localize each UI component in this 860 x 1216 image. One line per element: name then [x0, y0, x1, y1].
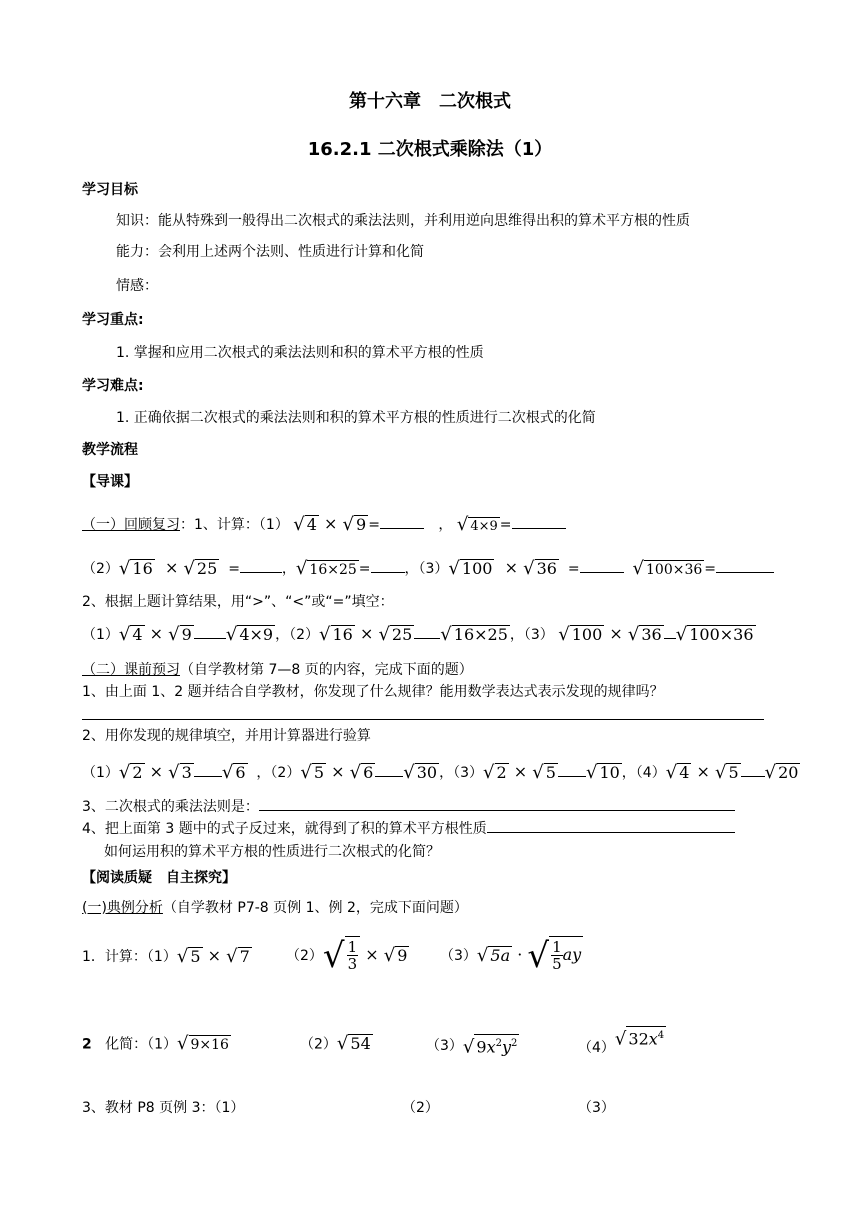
sqrt-16: √ 16	[319, 623, 353, 645]
preview-label: （二）课前预习	[82, 662, 180, 678]
review-text: ：1、计算：（1）	[180, 517, 289, 533]
review-label: （一）回顾复习	[82, 517, 180, 533]
fill-line: （1）√ 2 × √ 3 √ 6 ，（2）√ 5 × √ 6 √ 30 ，（3）√ 2 × √ 5 √ 10 ，（4）√ 4 × √ 5 √ 20	[82, 761, 799, 783]
simplify-question: 2 化简：（1）√ 9×16	[82, 1033, 229, 1054]
sqrt-4: √ 4	[665, 761, 690, 783]
key-points-heading: 学习重点:	[82, 312, 144, 328]
preview-q3: 3、二次根式的乘法法则是：	[82, 796, 735, 817]
compare-blank[interactable]	[414, 624, 440, 639]
review-line-2: （2）√ 16 × √ 25 = ，√ 16×25 = ，（3）√ 100 × √ 36 = √ 100×36 =	[82, 558, 774, 580]
answer-line[interactable]	[82, 719, 764, 720]
sqrt-2: √ 2	[483, 761, 507, 783]
difficulties-heading: 学习难点:	[82, 378, 144, 394]
sqrt-5a: √ 5a	[476, 944, 511, 966]
preview-text: （自学教材第 7—8 页的内容，完成下面的题）	[180, 662, 473, 678]
sqrt-4: √ 4	[293, 513, 317, 535]
simplify-3: （3）√ $9x^2y^2$	[426, 1034, 519, 1058]
sqrt-9: √ 9	[168, 623, 192, 645]
answer-blank[interactable]	[580, 558, 624, 573]
answer-blank[interactable]	[716, 558, 774, 573]
textbook-example-2: （2）	[402, 1100, 439, 1116]
sqrt-5: √ 5	[176, 945, 201, 967]
sqrt-9x2y2: √ $9x^2y^2$	[463, 1034, 520, 1058]
compare-blank[interactable]	[194, 624, 226, 639]
objective-emotion: 情感：	[116, 278, 158, 294]
fill-blank[interactable]	[194, 762, 222, 777]
sqrt-20: √ 20	[764, 761, 799, 783]
preview-q4: 4、把上面第 3 题中的式子反过来，就得到了积的算术平方根性质	[82, 818, 735, 839]
sqrt-100x36: √ 100×36	[632, 557, 703, 579]
compare-blank[interactable]	[664, 624, 676, 639]
preview-q1: 1、由上面 1、2 题并结合自学教材，你发现了什么规律？能用数学表达式表示发现的规律吗？	[82, 684, 664, 700]
sqrt-10: √ 10	[585, 761, 620, 783]
chapter-title: 第十六章 二次根式	[349, 91, 511, 112]
compare-line: （1）√ 4 × √ 9 √ 4×9 ，（2）√ 16 × √ 25 √ 16×25 ，（3） √ 100 × √ 36 √ 100×36	[82, 623, 754, 645]
answer-blank[interactable]	[240, 558, 282, 573]
simplify-4: （4）√ $32x^4$	[578, 1026, 666, 1050]
sqrt-9: √ 9	[342, 513, 367, 535]
example-text: （自学教材 P7-8 页例 1、例 2，完成下面问题）	[162, 900, 468, 916]
sqrt-100: √ 100	[448, 557, 493, 579]
review-line-1: （一）回顾复习：1、计算：（1） √ 4 × √ 9 = ， √ 4×9 =	[82, 514, 566, 536]
sqrt-36: √ 36	[627, 623, 662, 645]
sqrt-6: √ 6	[221, 761, 246, 783]
sqrt-4x9: √ 4×9	[456, 513, 498, 535]
fill-blank[interactable]	[558, 762, 586, 777]
sqrt-7: √ 7	[226, 945, 250, 967]
sqrt-one-third: √ $\frac{1}{3}$	[323, 931, 360, 981]
preview-q5: 如何运用积的算术平方根的性质进行二次根式的化简？	[104, 844, 440, 860]
sqrt-54: √ 54	[336, 1033, 371, 1054]
sqrt-2: √ 2	[118, 761, 143, 783]
objectives-heading: 学习目标	[82, 182, 138, 198]
textbook-example-3: （3）	[578, 1100, 615, 1116]
preview-q2: 2、用你发现的规律填空，并用计算器进行验算	[82, 728, 371, 744]
sqrt-5: √ 5	[714, 761, 739, 783]
sqrt-one-fifth-ay: √ $\frac{1}{5}$ ay	[527, 936, 582, 976]
difficulty-1: 1. 正确依据二次根式的乘法法则和积的算术平方根的性质进行二次根式的化简	[116, 410, 596, 426]
fill-blank[interactable]	[741, 762, 765, 777]
sqrt-100: √ 100	[558, 623, 603, 645]
sqrt-16x25: √ 16×25	[440, 623, 508, 645]
compute-2: （2）√ $\frac{1}{3}$ × √ 9	[286, 930, 409, 982]
section-title: 16.2.1 二次根式乘除法（1）	[307, 139, 553, 160]
question-2: 2、根据上题计算结果，用“>”、“<”或“=”填空：	[82, 594, 394, 610]
objective-knowledge: 知识：能从特殊到一般得出二次根式的乘法法则，并利用逆向思维得出积的算术平方根的性质	[116, 213, 690, 229]
sqrt-9: √ 9	[383, 944, 408, 966]
objective-ability: 能力：会利用上述两个法则、性质进行计算和化简	[116, 244, 424, 260]
property-blank[interactable]	[487, 818, 735, 833]
simplify-2: （2）√ 54	[300, 1033, 371, 1054]
preview-line	[82, 660, 473, 680]
sqrt-5: √ 5	[300, 761, 325, 783]
sqrt-3: √ 3	[168, 761, 192, 783]
sqrt-6: √ 6	[349, 761, 374, 783]
key-point-1: 1. 掌握和应用二次根式的乘法法则和积的算术平方根的性质	[116, 345, 484, 361]
sqrt-9x16: √ 9×16	[177, 1033, 229, 1054]
sqrt-32x4: √ $32x^4$	[615, 1026, 666, 1050]
rule-blank[interactable]	[259, 796, 735, 811]
sqrt-25: √ 25	[183, 557, 218, 579]
example-label: (一)典例分析	[82, 900, 163, 916]
intro-heading: 【导课】	[82, 474, 138, 490]
reading-heading: 【阅读质疑 自主探究】	[82, 870, 236, 886]
compute-3: （3）√ 5a · √ $\frac{1}{5}$ ay	[440, 930, 583, 982]
sqrt-30: √ 30	[403, 761, 438, 783]
sqrt-4x9: √ 4×9	[225, 623, 274, 645]
textbook-example-question: 3、教材 P8 页例 3：（1）	[82, 1100, 245, 1116]
answer-blank[interactable]	[371, 558, 405, 573]
answer-blank[interactable]	[380, 514, 424, 529]
example-line	[82, 898, 468, 918]
sqrt-25: √ 25	[378, 623, 413, 645]
answer-blank[interactable]	[512, 514, 566, 529]
sqrt-4: √ 4	[118, 623, 143, 645]
compute-question: 1．计算：（1）√ 5 × √ 7	[82, 945, 250, 967]
fill-blank[interactable]	[375, 762, 403, 777]
sqrt-16x25: √ 16×25	[295, 557, 357, 579]
sqrt-100x36: √ 100×36	[675, 623, 754, 645]
flow-heading: 教学流程	[82, 442, 138, 458]
sqrt-5: √ 5	[532, 761, 556, 783]
sqrt-36: √ 36	[523, 557, 557, 579]
sqrt-16: √ 16	[118, 557, 153, 579]
